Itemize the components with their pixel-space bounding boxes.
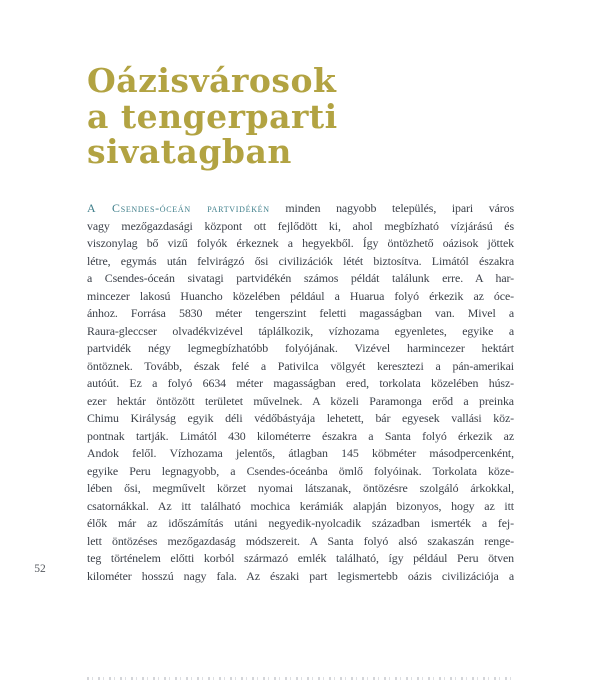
body-line: mincezer lakosú Huancho közelében például a Huarua folyó érkezik az óce- [87,288,514,303]
body-line: a Csendes-óceán sivatagi partvidékén számos példát találunk erre. A har- [87,271,514,285]
body-line: kilométer hosszú nagy fala. Az északi part legismertebb oázis civilizációja a [87,568,514,583]
body-line: élők már az időszámítás utáni negyedik-nyolcadik században ismerték a fej- [87,516,514,530]
body-line: ánhoz. Forrása 5830 méter tengerszint feletti magasságban van. Mivel a [87,306,514,320]
chapter-title-line: sivatagban [87,132,292,171]
lead-in-small-caps: A Csendes-óceán partvidékén [87,201,270,215]
body-text [87,200,514,585]
body-line: ezer hektár öntözött területet művelnek. A közeli Paramonga erőd a preinka [87,393,514,408]
body-line: autóút. Ez a folyó 6634 méter magasságban ered, torkolata közelében húsz- [87,376,514,390]
chapter-title-line: Oázisvárosok [87,61,337,100]
chapter-title [87,63,338,170]
body-line: pontnak tartják. Limától 430 kilométerre északra a Santa folyó érkezik az [87,428,514,443]
body-line: Andok felől. Vízhozama jelentős, átlagban 145 köbméter másodpercenként, [87,446,514,460]
body-line: vagy mezőgazdasági központ ott fejlődött ki, ahol megbízható vízjárású és [87,218,514,233]
body-line: lett öntözéses mezőgazdaság módszereit. A Santa folyó alsó szakaszán renge- [87,533,514,548]
body-line: Chimu Királyság egyik déli védőbástyája lehetett, bár egyesek vallási köz- [87,411,514,425]
body-line: viszonylag bő vizű folyók érkeznek a hegyekből. Így öntözhető oázisok jöttek [87,236,514,250]
body-line: létre, egymás után felvirágzó ősi civilizációk létét biztosítva. Limától északra [87,253,514,268]
body-line: lében ősi, megművelt körzet nyomai látszanak, öntözésre szolgáló árkokkal, [87,481,514,495]
body-line: partvidék négy legmegbízhatóbb folyójának. Vizével harmincezer hektárt [87,341,514,355]
body-line: A Csendes-óceán partvidékén minden nagyobb település, ipari város [87,201,514,215]
page-number: 52 [34,563,46,575]
body-line: Raura-gleccser olvadékvizével táplálkozik, vízhozama egyenletes, egyike a [87,323,514,338]
body-line: egyike Peru legnagyobb, a Csendes-óceánba ömlő folyóinak. Torkolata köze- [87,463,514,478]
body-line: csatornákkal. Az itt található mochica kerámiák alapján bizonyos, hogy az itt [87,498,514,513]
body-line: öntöznek. Tovább, észak felé a Pativilca völgyét keresztezi a pán-amerikai [87,358,514,373]
chapter-title-line: a tengerparti [87,96,338,136]
body-line: teg történelem előtti korból származó emlék található, így például Peru ötven [87,551,514,565]
